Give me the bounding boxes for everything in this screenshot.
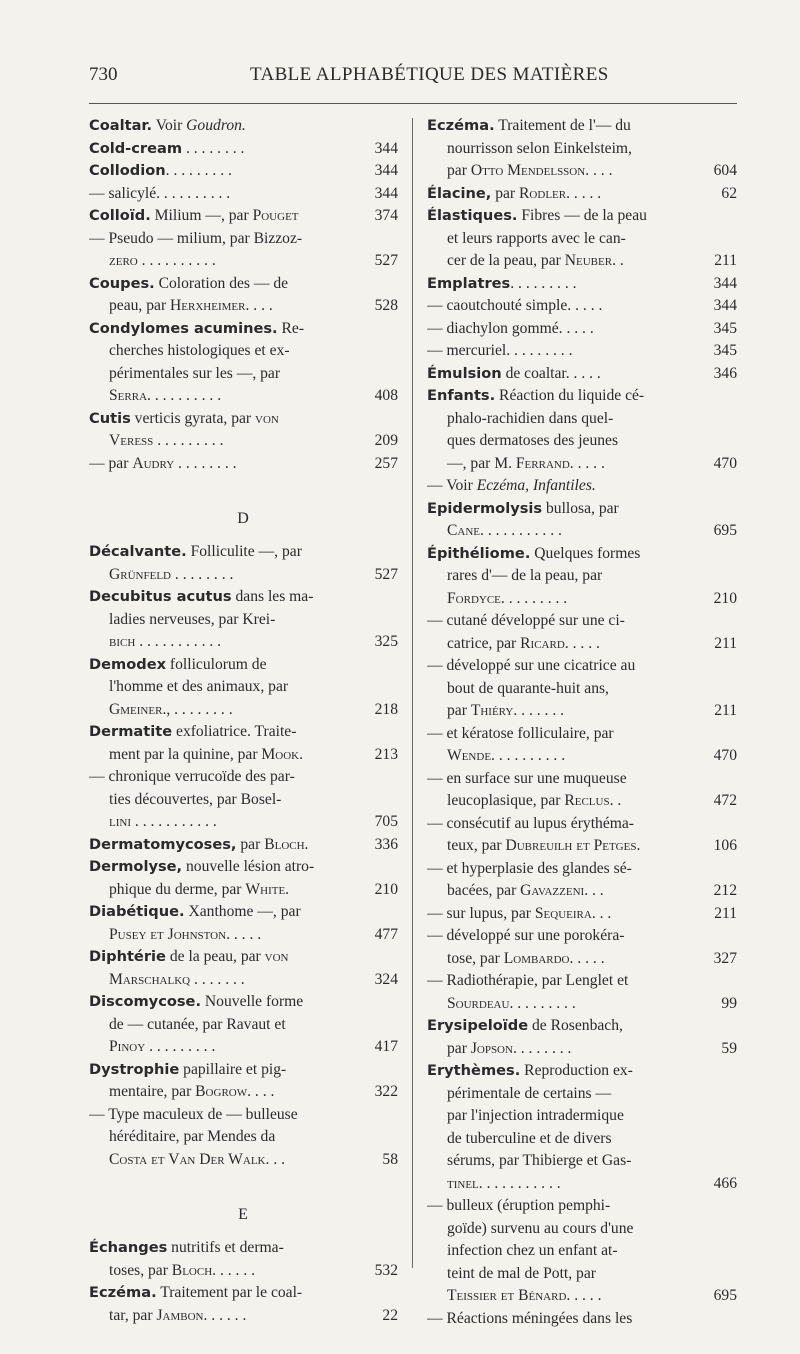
page-ref: 327: [713, 949, 737, 967]
index-entry-emplatres: Emplatres. . . . . . . . . 344 — caoutchouté simple. . . . . 344 — diachylon gommé. . . . . 345 — mercuriel. . . . . . . . . 345: [427, 273, 737, 363]
index-entry-dermatite: Dermatite exfoliatrice. Traite- ment par la quinine, par Mook. 213 — chronique verrucoïde des par- ties découvertes, par Bosel- lini . . . . . . . . . . . 705: [89, 721, 398, 834]
index-entry-diphterie: Diphtérie de la peau, par von Marschalkq . . . . . . . 324: [89, 946, 398, 991]
header-rule: [89, 103, 737, 104]
index-entry-erysipeloide: Erysipeloïde de Rosenbach, par Jopson. . . . . . . . 59: [427, 1015, 737, 1060]
index-entry-epitheliome: Épithéliome. Quelques formes rares d'— de la peau, par Fordyce. . . . . . . . . 210 — cutané développé sur une ci- catrice, par Ricard. . . . . 211 — développé sur une cicatrice au bout de quarante-huit ans, par Thiéry. . . . . . . 211 — et kératose folliculaire, par Wende. . . . . . . . . . 470 — en surface sur une muqueuse leucoplasique, par Reclus. . 472 — consécutif au lupus érythéma- teux, par Dubreuilh et Petges. 106 — et hyperplasie des glandes sé- bacées, par Gavazzeni. . . 212 — sur lupus, par Sequeira. . . 211 — développé sur une porokéra- tose, par Lombardo. . . . . 327 — Radiothérapie, par Lenglet et Sourdeau. . . . . . . . . 99: [427, 543, 737, 1016]
page-ref: 344: [374, 184, 398, 202]
page-ref: 374: [374, 207, 398, 224]
page-ref: 528: [374, 297, 398, 314]
page-ref: 408: [374, 387, 398, 404]
page-ref: 466: [713, 1174, 737, 1192]
page-ref: 472: [713, 792, 737, 809]
index-entry-colloid: Colloïd. Milium —, par Pouget 374 — Pseudo — milium, par Bizzoz- zero . . . . . . . . . . 527: [89, 205, 398, 273]
page-ref: 477: [374, 925, 398, 943]
page-ref: 209: [374, 432, 398, 449]
page-ref: 212: [713, 882, 737, 899]
running-title: TABLE ALPHABÉTIQUE DES MATIÈRES: [250, 64, 609, 85]
index-entry-diabetique: Diabétique. Xanthome —, par Pusey et Johnston. . . . . 477: [89, 901, 398, 946]
index-entry-eczema-nourrisson: Eczéma. Traitement de l'— du nourrisson selon Einkelsteim, par Otto Mendelsson. . . . 604: [427, 115, 737, 183]
page-number: 730: [89, 64, 118, 85]
page-ref: 211: [714, 904, 737, 922]
page-ref: 695: [713, 1287, 737, 1304]
page-ref: 527: [374, 565, 398, 583]
index-entry-dystrophie: Dystrophie papillaire et pig- mentaire, par Bogrow. . . . 322 — Type maculeux de — bulleuse héréditaire, par Mendes da Costa et Van Der Walk. . . 58: [89, 1059, 398, 1172]
index-entry-eczema-coaltar: Eczéma. Traitement par le coal- tar, par Jambon. . . . . . 22: [89, 1282, 398, 1327]
page-ref: 336: [374, 835, 398, 853]
page-ref: 344: [374, 139, 398, 157]
page-ref: 210: [713, 589, 737, 607]
index-entry-condylomes: Condylomes acumines. Re- cherches histologiques et ex- périmentales sur les —, par Serra. . . . . . . . . . 408: [89, 318, 398, 408]
page-ref: 59: [721, 1039, 737, 1057]
index-entry-cold-cream: Cold-cream . . . . . . . . 344: [89, 138, 398, 161]
page-ref: 257: [374, 454, 398, 472]
index-entry-echanges: Échanges nutritifs et derma- toses, par Bloch. . . . . . 532: [89, 1237, 398, 1282]
section-letter-d: D: [237, 510, 250, 527]
index-entry-decubitus: Decubitus acutus dans les ma- ladies nerveuses, par Krei- bich . . . . . . . . . . . 325: [89, 586, 398, 654]
page-ref: 322: [374, 1083, 398, 1100]
page-ref: 211: [714, 702, 737, 719]
page-ref: 325: [374, 633, 398, 650]
page-ref: 417: [374, 1038, 398, 1055]
page-ref: 211: [714, 634, 737, 652]
index-entry-demodex: Demodex folliculorum de l'homme et des animaux, par Gmeiner., . . . . . . . . 218: [89, 654, 398, 722]
index-entry-emulsion: Émulsion de coaltar. . . . . 346: [427, 363, 737, 386]
page-ref: 344: [374, 162, 398, 179]
section-letter-e: E: [238, 1206, 249, 1223]
column-divider: [412, 118, 413, 1268]
page-ref: 62: [721, 184, 737, 202]
index-entry-cutis: Cutis verticis gyrata, par von Veress . . . . . . . . . 209 — par Audry . . . . . . . . 257: [89, 408, 398, 476]
page-ref: 604: [713, 162, 737, 179]
page-ref: 345: [713, 342, 737, 359]
page-ref: 705: [374, 813, 398, 830]
index-entry-collodion: Collodion. . . . . . . . . 344 — salicylé. . . . . . . . . . 344: [89, 160, 398, 205]
page-ref: 346: [713, 364, 737, 382]
page-ref: 344: [713, 274, 737, 292]
index-entry-erythemes: Erythèmes. Reproduction ex- périmentale de certains — par l'injection intradermique de tuberculine et de divers sérums, par Thibierge et Gas- tinel. . . . . . . . . . . 466 — bulleux (éruption pemphi- goïde) survenu au cours d'une infection chez un enfant at- teint de mal de Pott, par Teissier et Bénard. . . . . 695 — Réactions méningées dans les: [427, 1062, 737, 1327]
page-ref: 527: [374, 252, 398, 269]
index-entry-epidermolysis: Epidermolysis bullosa, par Cane. . . . . . . . . . . 695: [427, 498, 737, 543]
page-ref: 470: [713, 747, 737, 764]
index-entry-elastiques: Élastiques. Fibres — de la peau et leurs rapports avec le can- cer de la peau, par Neuber. . 211: [427, 205, 737, 273]
right-column: [427, 115, 737, 1330]
index-entry-discomycose: Discomycose. Nouvelle forme de — cutanée, par Ravaut et Pinoy . . . . . . . . . 417: [89, 991, 398, 1059]
index-entry-coaltar: Coaltar. Voir Goudron.: [89, 117, 246, 134]
page-ref: 345: [713, 319, 737, 337]
page-ref: 106: [713, 837, 737, 854]
page-ref: 58: [382, 1150, 398, 1168]
page-ref: 218: [374, 700, 398, 718]
left-column: [89, 115, 398, 1327]
page-ref: 532: [374, 1261, 398, 1279]
index-entry-enfants: Enfants. Réaction du liquide cé- phalo-rachidien dans quel- ques dermatoses des jeunes —, par M. Ferrand. . . . . 470 — Voir Eczéma, Infantiles.: [427, 387, 737, 494]
page-ref: 22: [382, 1306, 398, 1324]
page-ref: 695: [713, 522, 737, 539]
page-ref: 210: [374, 880, 398, 898]
index-entry-coupes: Coupes. Coloration des — de peau, par Herxheimer. . . . 528: [89, 273, 398, 318]
page-ref: 324: [374, 970, 398, 988]
page-ref: 213: [374, 745, 398, 763]
page-ref: 99: [721, 994, 737, 1012]
page-header: [0, 64, 800, 94]
index-entry-dermatomycoses: Dermatomycoses, par Bloch. 336: [89, 834, 398, 857]
page-ref: 211: [714, 252, 737, 269]
index-entry-dermolyse: Dermolyse, nouvelle lésion atro- phique du derme, par White. 210: [89, 856, 398, 901]
page-ref: 470: [713, 454, 737, 472]
page-ref: 344: [713, 297, 737, 314]
index-entry-elacine: Élacine, par Rodler. . . . . 62: [427, 183, 737, 206]
index-entry-decalvante: Décalvante. Folliculite —, par Grünfeld . . . . . . . . 527: [89, 541, 398, 586]
